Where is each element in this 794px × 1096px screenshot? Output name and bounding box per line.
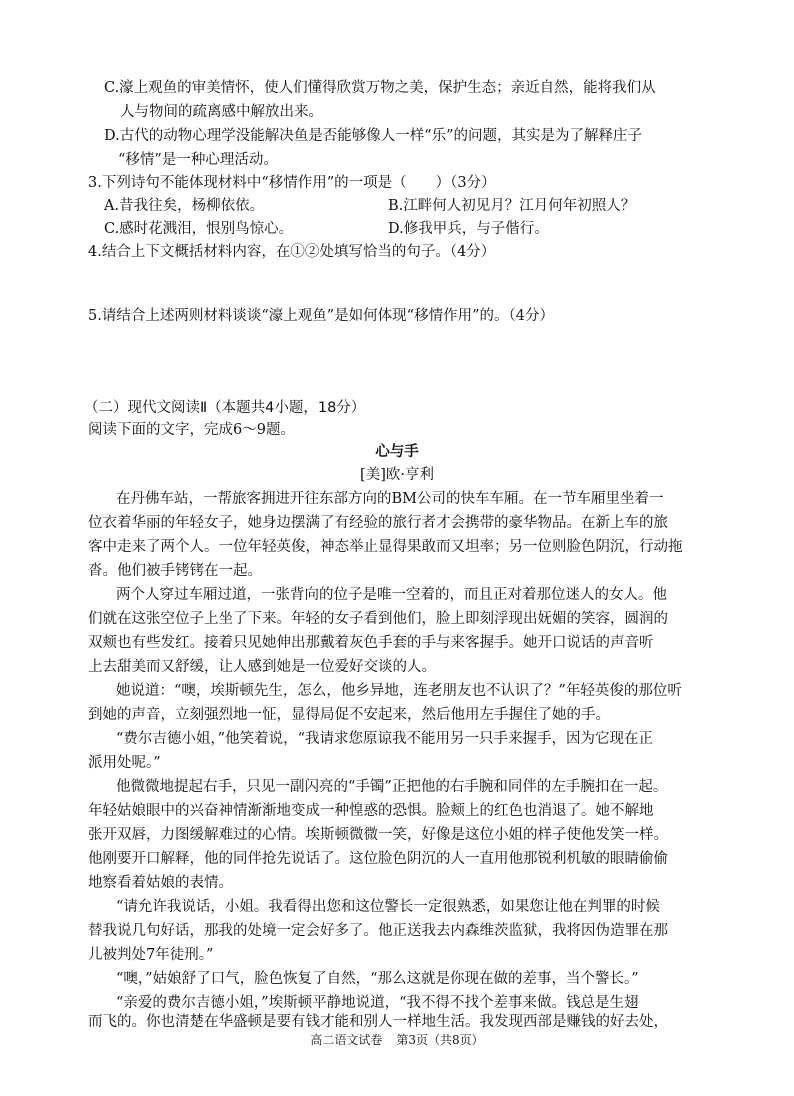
- story-line: “请允许我说话，小姐。我看得出您和这位警长一定很熟悉，如果您让他在判罪的时候: [116, 899, 660, 915]
- story-line: “费尔吉德小姐，”他笑着说，“我请求您原谅我不能用另一只手来握手，因为它现在正: [116, 731, 653, 747]
- footer-exam-name: 高二语文试卷: [310, 1033, 383, 1047]
- story-line: 们就在这张空位子上坐了下来。年轻的女子看到他们，脸上即刻浮现出妩媚的笑容，圆润的: [88, 611, 668, 627]
- q5-stem: 5.请结合上述两则材料谈谈“濠上观鱼”是如何体现“移情作用”的。（4分）: [88, 308, 554, 324]
- story-line: 到她的声音，立刻强烈地一怔，显得局促不安起来，然后他用左手握住了她的手。: [88, 707, 610, 723]
- q3-stem: 3.下列诗句不能体现材料中“移情作用”的一项是（ ）（3分）: [88, 175, 496, 191]
- page-footer: [0, 1032, 794, 1048]
- q3-option-b: B.江畔何人初见月？江月何年初照人？: [388, 198, 636, 214]
- story-line: 在丹佛车站，一帮旅客拥进开往东部方向的BM公司的快车车厢。在一节车厢里坐着一: [116, 491, 664, 507]
- story-line: 地察看着姑娘的表情。: [88, 875, 233, 891]
- q2-option-d-line2: “移情”是一种心理活动。: [118, 152, 278, 168]
- section-heading: （二）现代文阅读Ⅱ（本题共4小题，18分）: [84, 400, 366, 416]
- story-line: 而飞的。你也清楚在华盛顿是要有钱才能和别人一样地生活。我发现西部是赚钱的好去处，: [88, 1014, 668, 1030]
- section-instruction: 阅读下面的文字，完成6～9题。: [88, 422, 295, 438]
- story-line: 他刚要开口解释，他的同伴抢先说话了。这位脸色阴沉的人一直用他那锐利机敏的眼睛偷偷: [88, 851, 668, 867]
- story-line: 替我说几句好话，那我的处境一定会好多了。他正送我去内森维茨监狱，我将因伪造罪在那: [88, 923, 668, 939]
- story-line: 张开双唇，力图缓解难过的心情。埃斯顿微微一笑，好像是这位小姐的样子使他发笑一样。: [88, 827, 668, 843]
- q2-option-c-line1: C.濠上观鱼的审美情怀，使人们懂得欣赏万物之美，保护生态；亲近自然，能将我们从: [104, 80, 656, 96]
- story-line: 他微微地提起右手，只见一副闪亮的“手镯”正把他的右手腕和同伴的左手腕扣在一起。: [116, 779, 668, 795]
- story-line: 双颊也有些发红。接着只见她伸出那戴着灰色手套的手与来客握手。她开口说话的声音听: [88, 635, 654, 651]
- q3-option-d: D.修我甲兵，与子偕行。: [388, 221, 549, 237]
- story-line: “亲爱的费尔吉德小姐，”埃斯顿平静地说道，“我不得不找个差事来做。钱总是生翅: [116, 995, 639, 1011]
- story-title: 心与手: [375, 443, 419, 460]
- story-line: 客中走来了两个人。一位年轻英俊，神态举止显得果敢而又坦率；另一位则脸色阴沉，行动拖: [88, 539, 683, 555]
- story-line: 儿被判处7年徒刑。”: [88, 947, 214, 963]
- footer-page-info: 第3页（共8页）: [396, 1033, 484, 1047]
- story-line: 派用处呢。”: [88, 755, 161, 771]
- story-line: 沓。他们被手铐铐在一起。: [88, 563, 262, 579]
- q2-option-c-line2: 人与物间的疏离感中解放出来。: [120, 104, 323, 120]
- story-author: [美]欧·亨利: [360, 467, 434, 483]
- q3-option-c: C.感时花溅泪，恨别鸟惊心。: [104, 221, 294, 237]
- q2-option-d-line1: D.古代的动物心理学没能解决鱼是否能够像人一样“乐”的问题，其实是为了解释庄子: [104, 128, 643, 144]
- story-line: “噢，”姑娘舒了口气，脸色恢复了自然，“那么这就是你现在做的差事，当个警长。”: [116, 971, 639, 987]
- q3-option-a: A.昔我往矣，杨柳依依。: [104, 198, 265, 214]
- story-line: 她说道：“噢，埃斯顿先生，怎么，他乡异地，连老朋友也不认识了？”年轻英俊的那位听: [116, 683, 682, 699]
- story-line: 上去甜美而又舒缓，让人感到她是一位爱好交谈的人。: [88, 659, 436, 675]
- q4-stem: 4.结合上下文概括材料内容，在①②处填写恰当的句子。（4分）: [88, 244, 496, 260]
- story-line: 两个人穿过车厢过道，一张背向的位子是唯一空着的，而且正对着那位迷人的女人。他: [116, 587, 667, 603]
- story-line: 位衣着华丽的年轻女子，她身边摆满了有经验的旅行者才会携带的豪华物品。在新上车的旅: [88, 515, 668, 531]
- story-line: 年轻姑娘眼中的兴奋神情渐渐地变成一种惶惑的恐惧。脸颊上的红色也消退了。她不解地: [88, 803, 654, 819]
